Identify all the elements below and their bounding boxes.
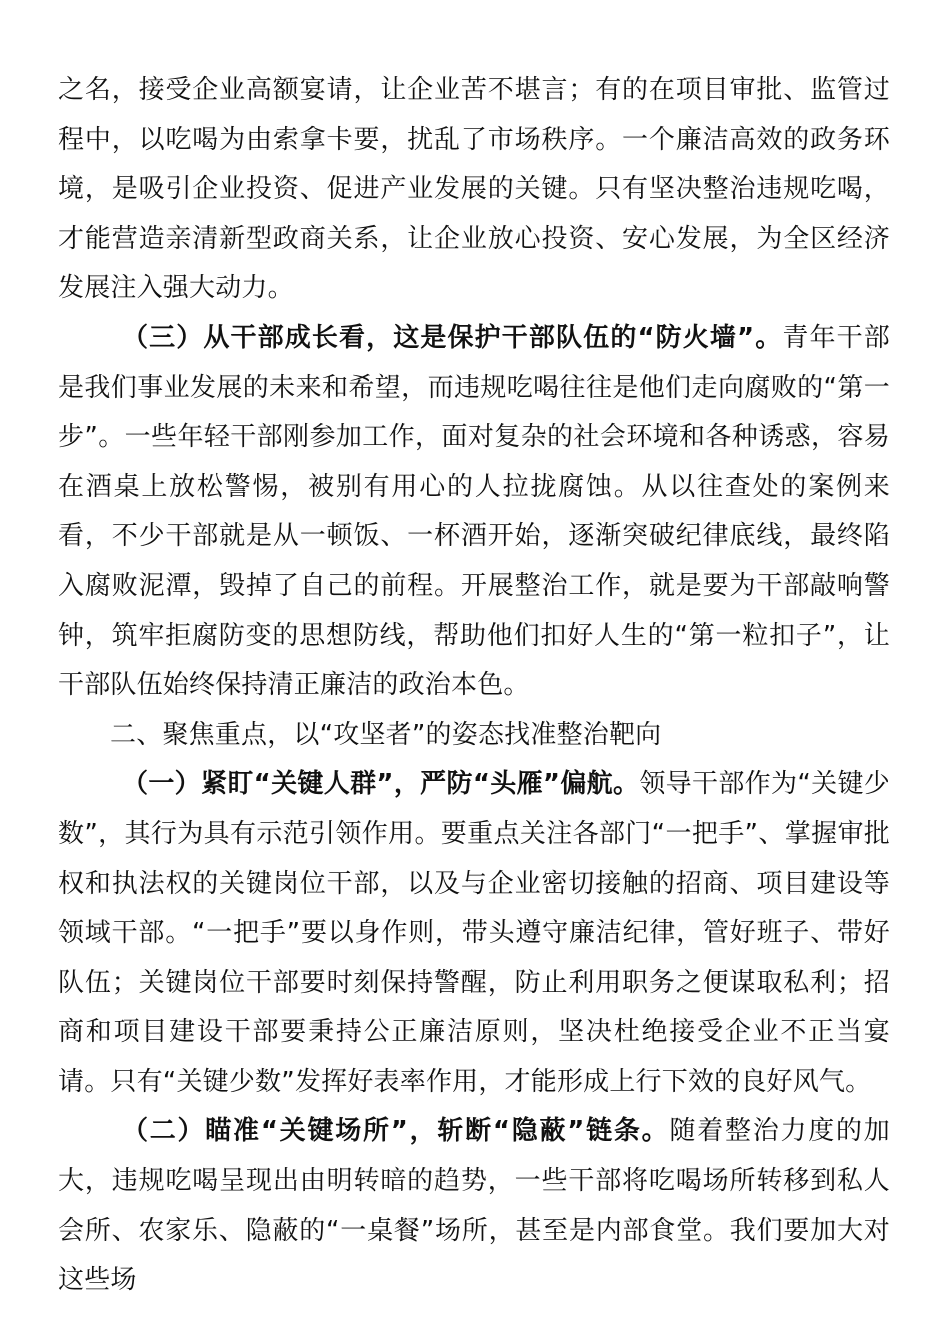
subheading-key-groups: （一）紧盯“关键人群”，严防“头雁”偏航。 (122, 769, 640, 800)
paragraph-key-venues (58, 1107, 890, 1305)
paragraph-key-groups (58, 760, 890, 1107)
paragraph-cadre-growth (58, 314, 890, 711)
paragraph-business-environment: 之名，接受企业高额宴请，让企业苦不堪言；有的在项目审批、监管过程中，以吃喝为由索拿卡要，扰乱了市场秩序。一个廉洁高效的政务环境，是吸引企业投资、促进产业发展的关键。只有坚决整治违规吃喝，才能营造亲清新型政商关系，让企业放心投资、安心发展，为全区经济发展注入强大动力。 (58, 75, 890, 304)
section-heading-focus: 二、聚焦重点，以“攻坚者”的姿态找准整治靶向 (110, 719, 662, 750)
subheading-cadre-growth: （三）从干部成长看，这是保护干部队伍的“防火墙”。 (122, 322, 783, 353)
paragraph-key-groups-body: 领导干部作为“关键少数”，其行为具有示范引领作用。要重点关注各部门“一把手”、掌握审批权和执法权的关键岗位干部，以及与企业密切接触的招商、项目建设等领域干部。“一把手”要以身作则，带头遵守廉洁纪律，管好班子、带好队伍；关键岗位干部要时刻保持警醒，防止利用职务之便谋取私利；招商和项目建设干部要秉持公正廉洁原则，坚决杜绝接受企业不正当宴请。只有“关键少数”发挥好表率作用，才能形成上行下效的良好风气。 (58, 769, 890, 1097)
document-page (58, 66, 890, 1306)
paragraph-key-venues-body: 随着整治力度的加大，违规吃喝呈现出由明转暗的趋势，一些干部将吃喝场所转移到私人会所、农家乐、隐蔽的“一桌餐”场所，甚至是内部食堂。我们要加大对这些场 (58, 1116, 890, 1296)
paragraph-cadre-growth-body: 青年干部是我们事业发展的未来和希望，而违规吃喝往往是他们走向腐败的“第一步”。一些年轻干部刚参加工作，面对复杂的社会环境和各种诱惑，容易在酒桌上放松警惕，被别有用心的人拉拢腐蚀。从以往查处的案例来看，不少干部就是从一顿饭、一杯酒开始，逐渐突破纪律底线，最终陷入腐败泥潭，毁掉了自己的前程。开展整治工作，就是要为干部敲响警钟，筑牢拒腐防变的思想防线，帮助他们扣好人生的“第一粒扣子”，让干部队伍始终保持清正廉洁的政治本色。 (58, 322, 890, 701)
subheading-key-venues: （二）瞄准“关键场所”，斩断“隐蔽”链条。 (122, 1116, 670, 1147)
